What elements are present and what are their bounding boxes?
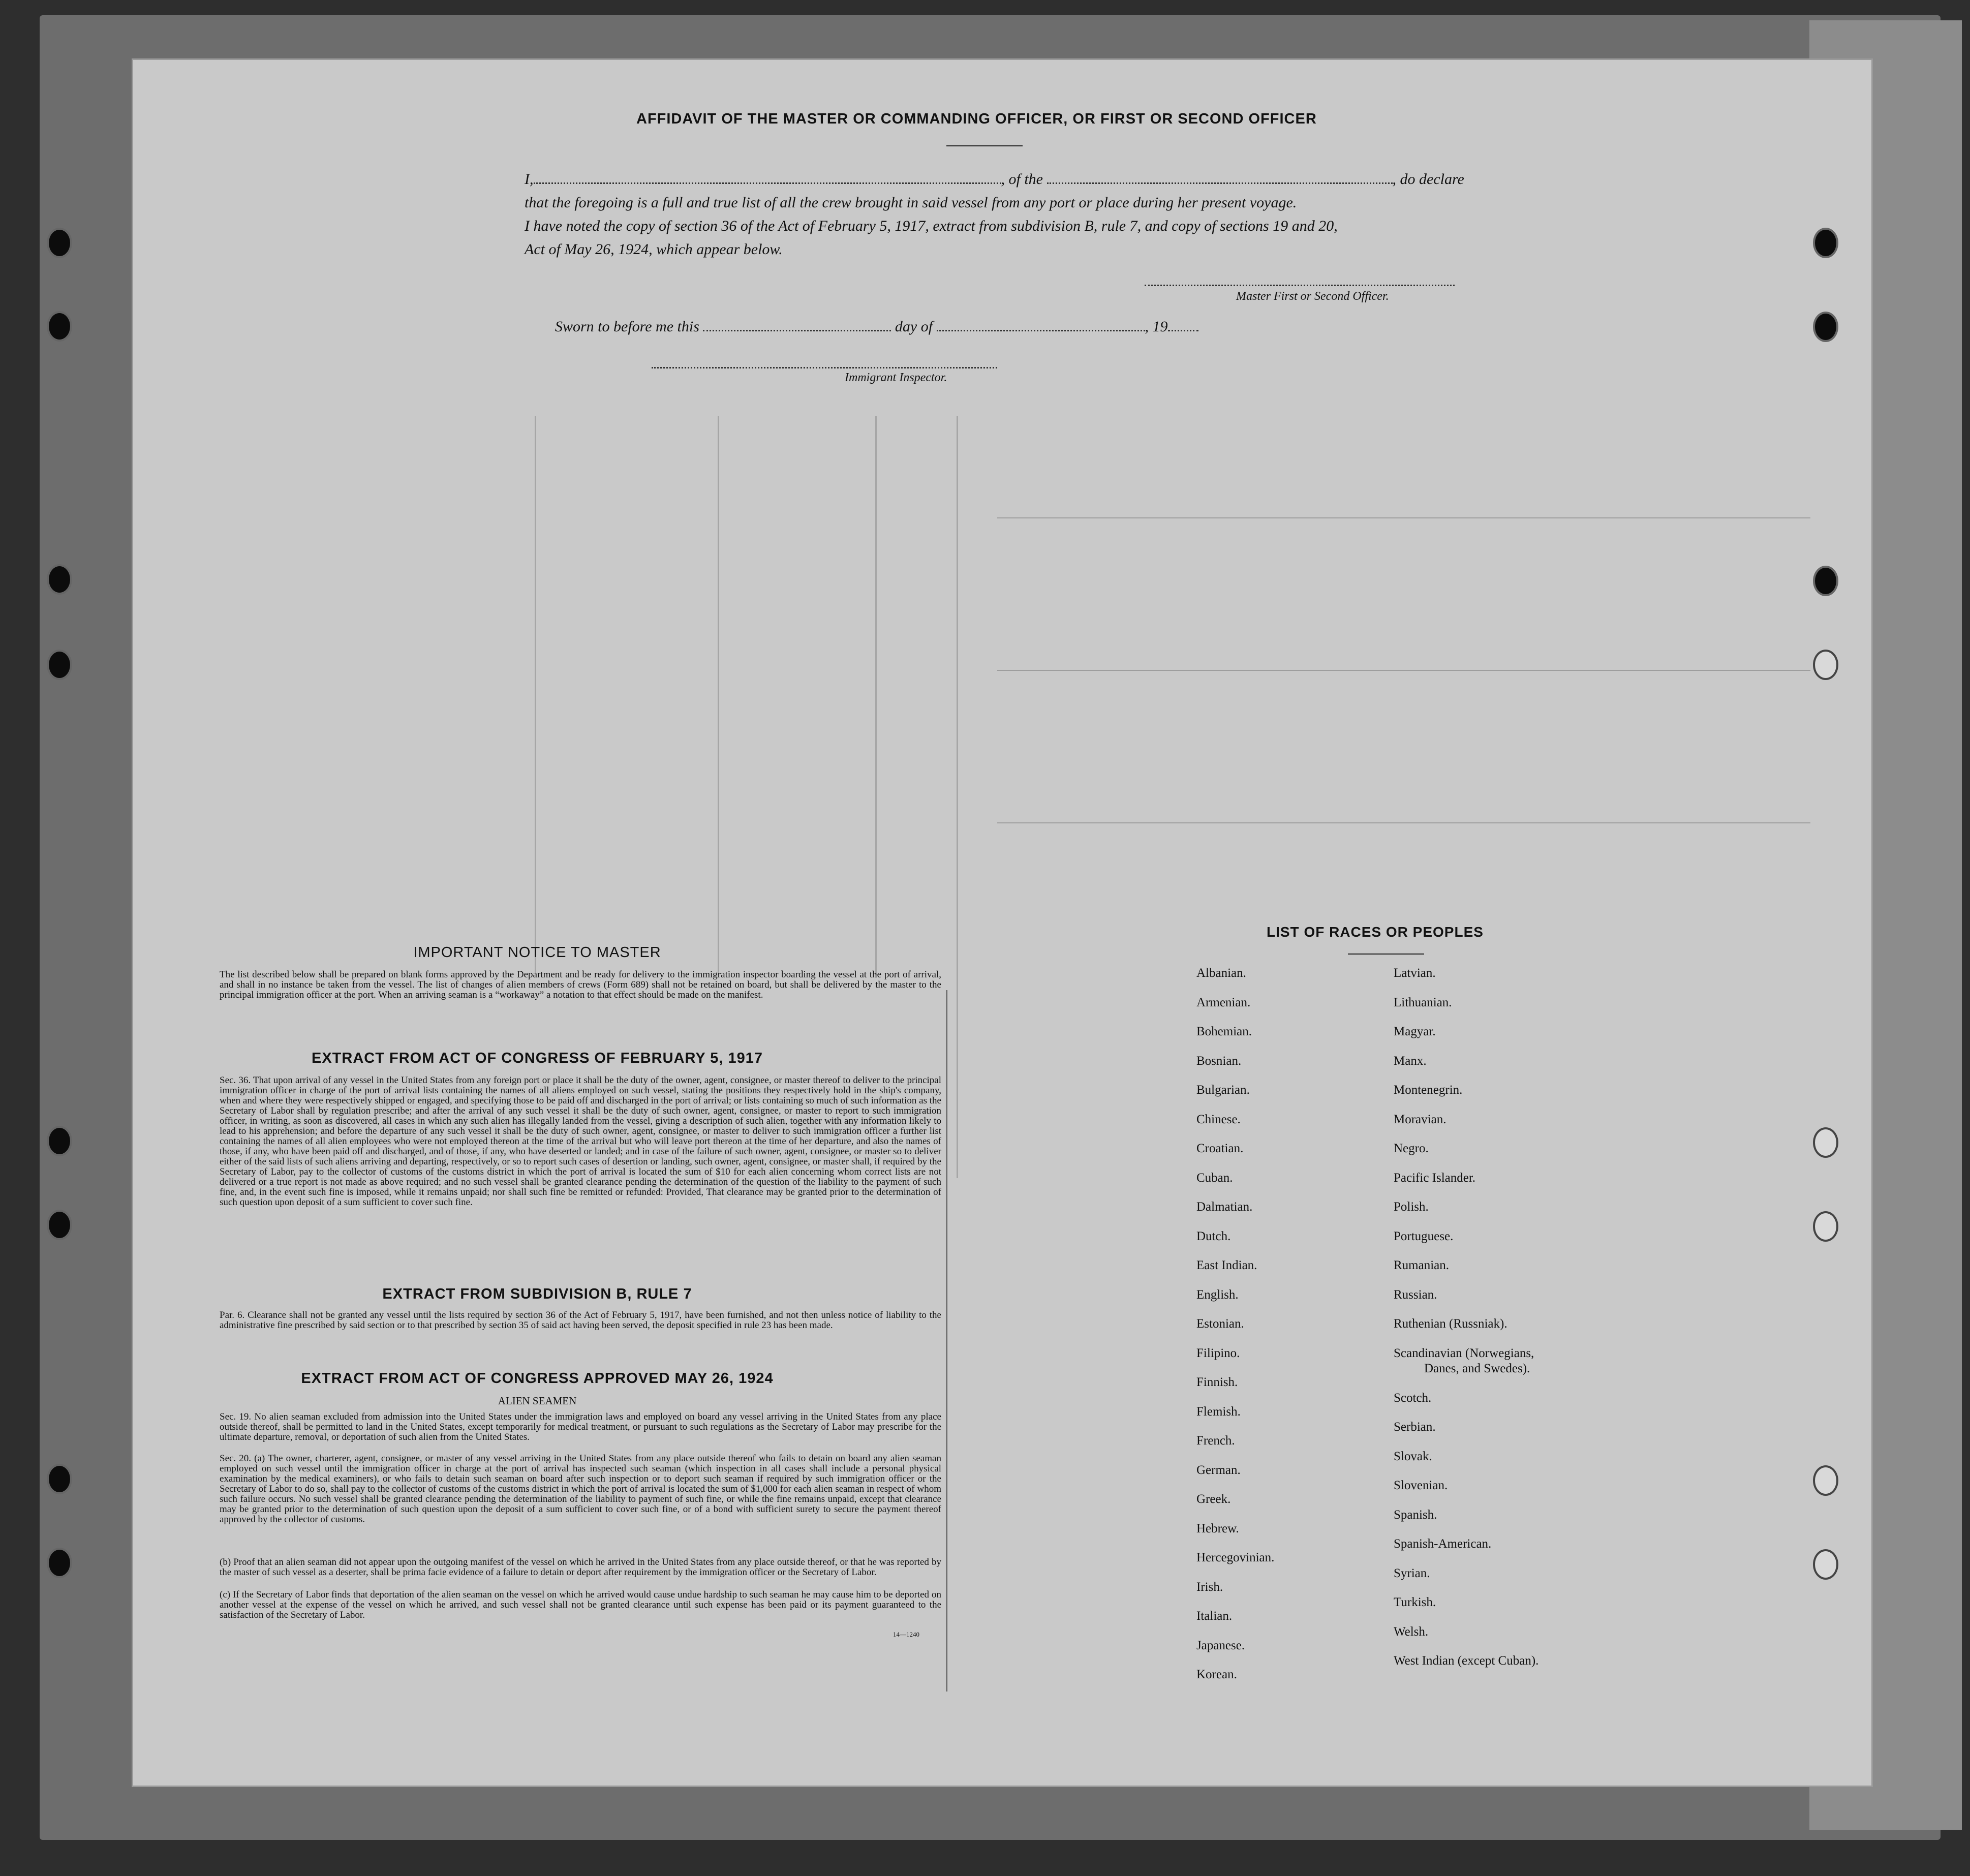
manifest-page bbox=[133, 60, 1871, 1786]
race-item: Syrian. bbox=[1394, 1566, 1430, 1580]
race-item: Armenian. bbox=[1196, 995, 1251, 1009]
punch-hole-icon bbox=[47, 1210, 72, 1240]
race-item: Serbian. bbox=[1394, 1420, 1436, 1434]
extract-1924-subtitle: ALIEN SEAMEN bbox=[498, 1395, 577, 1407]
race-item: Dutch. bbox=[1196, 1229, 1231, 1243]
punch-hole-icon bbox=[1813, 1465, 1838, 1496]
race-item: Negro. bbox=[1394, 1142, 1429, 1155]
race-item: West Indian (except Cuban). bbox=[1394, 1654, 1539, 1668]
race-item: Estonian. bbox=[1196, 1317, 1244, 1331]
subdivision-body: Par. 6. Clearance shall not be granted any vessel until the lists required by section 36 of the Act of February 5, 1917, have been furnished, and not then unless notice of liability to the administrative fine prescribed by said section or to that prescribed by section 35 of said act having been served, the deposit specified in rule 23 has been made. bbox=[220, 1310, 941, 1331]
race-item: Danes, and Swedes). bbox=[1424, 1361, 1530, 1375]
form-number: 14—1240 bbox=[893, 1631, 919, 1638]
affidavit-i: I, bbox=[525, 171, 534, 188]
subdivision-title: EXTRACT FROM SUBDIVISION B, RULE 7 bbox=[382, 1286, 692, 1302]
race-item: Magyar. bbox=[1394, 1025, 1436, 1038]
race-item: Dalmatian. bbox=[1196, 1200, 1253, 1214]
extract-1924-sec20c: (c) If the Secretary of Labor finds that deportation of the alien seaman on the vessel on which he arrived would cause undue hardship to such seaman he may cause him to be deported on another vessel at the expense of the vessel on which he arrived, and such vessel shall not be granted clearance until such expense has been paid or its payment guaranteed to the satisfaction of the Secretary of Labor. bbox=[220, 1589, 941, 1620]
race-item: Bulgarian. bbox=[1196, 1083, 1250, 1097]
races-title: LIST OF RACES OR PEOPLES bbox=[1267, 924, 1484, 940]
master-signature-label: Master First or Second Officer. bbox=[1236, 290, 1389, 303]
affidavit-line-1 bbox=[525, 171, 1464, 188]
race-item: Chinese. bbox=[1196, 1112, 1241, 1126]
race-item: Welsh. bbox=[1394, 1624, 1429, 1639]
punch-hole-icon bbox=[47, 1126, 72, 1156]
race-item: Finnish. bbox=[1196, 1375, 1238, 1389]
race-item: Slovak. bbox=[1394, 1449, 1432, 1463]
race-item: Korean. bbox=[1196, 1668, 1237, 1681]
race-item: Scotch. bbox=[1394, 1391, 1432, 1405]
sworn-line bbox=[555, 318, 1198, 335]
punch-hole-icon bbox=[1813, 650, 1838, 680]
affidavit-do-declare: , do declare bbox=[1392, 171, 1464, 188]
sworn-year-field[interactable] bbox=[1168, 330, 1198, 331]
extract-1924-sec20b: (b) Proof that an alien seaman did not appear upon the outgoing manifest of the vessel on which he arrived in the United States from any place outside thereof, or that he was reported by the master of such vessel as a deserter, shall be prima facie evidence of a failure to detain or deport after requirement by the immigration officer or the Secretary of Labor. bbox=[220, 1557, 941, 1578]
sworn-day-field[interactable] bbox=[703, 330, 891, 331]
punch-hole-icon bbox=[47, 564, 72, 595]
affidavit-of-the: , of the bbox=[1001, 171, 1043, 188]
race-item: Bosnian. bbox=[1196, 1054, 1242, 1068]
punch-hole-icon bbox=[47, 228, 72, 258]
race-item: German. bbox=[1196, 1463, 1241, 1477]
race-item: Ruthenian (Russniak). bbox=[1394, 1317, 1507, 1331]
race-item: Portuguese. bbox=[1394, 1229, 1454, 1243]
race-item: Spanish. bbox=[1394, 1508, 1437, 1522]
year-prefix: , 19 bbox=[1145, 318, 1168, 335]
races-title-underline bbox=[1348, 954, 1424, 955]
column-divider bbox=[946, 990, 947, 1692]
punch-hole-icon bbox=[1813, 312, 1838, 342]
vessel-name-field[interactable] bbox=[1047, 182, 1393, 184]
race-item: East Indian. bbox=[1196, 1258, 1257, 1272]
inspector-signature-line[interactable] bbox=[652, 365, 997, 368]
race-item: Moravian. bbox=[1394, 1112, 1446, 1126]
race-item: Montenegrin. bbox=[1394, 1083, 1463, 1097]
bleed-through-line bbox=[957, 416, 958, 1178]
race-item: Greek. bbox=[1196, 1492, 1231, 1506]
punch-hole-icon bbox=[1813, 1127, 1838, 1158]
extract-1924-sec20a: Sec. 20. (a) The owner, charterer, agent, consignee, or master of any vessel arriving in the United States from any place outside thereof who fails to detain on board any alien seaman employed on such vessel until the immigration officer in charge at the port of arrival has inspected such seaman (which inspection in all cases shall include a personal physical examination by the medical examiners), or who fails to detain such seaman on board after such inspection or to deport such seaman if required by such immigration officer or the Secretary of Labor to do so, shall pay to the collector of customs of the customs district in which the port of arrival is located the sum of $1,000 for each alien seaman in respect of whom such failure occurs. No such vessel shall be granted clearance pending the determination of the liability to payment of such fine, or while the fine remains unpaid, except that clearance may be granted prior to the determination of such question upon the deposit of a sum sufficient to cover such fine, or of a bond with sufficient surety to secure the payment thereof approved by the collector of customs. bbox=[220, 1453, 941, 1525]
sworn-text: Sworn to before me this bbox=[555, 318, 699, 335]
title-underline bbox=[946, 145, 1023, 146]
master-signature-line[interactable] bbox=[1145, 283, 1455, 286]
race-item: Croatian. bbox=[1196, 1142, 1244, 1155]
affidavit-line-4: Act of May 26, 1924, which appear below. bbox=[525, 241, 783, 258]
race-item: English. bbox=[1196, 1287, 1239, 1302]
bleed-through-line bbox=[997, 822, 1810, 823]
extract-1917-body: Sec. 36. That upon arrival of any vessel in the United States from any foreign port or place it shall be the duty of the owner, agent, consignee, or master thereof to deliver to the principal immigration officer in charge of the port of arrival lists containing the names of all aliens employed on such vessel, stating the positions they respectively hold in the ship's company, when and where they were respectively shipped or engaged, and specifying those to be paid off and discharged in the port of arrival; or lists containing so much of such information as the Secretary of Labor shall by regulation prescribe; and after the arrival of any such vessel it shall be the duty of such owner, agent, consignee, or master to report to such immigration officer, in writing, as soon as discovered, all cases in which any such alien has illegally landed from the vessel, giving a description of such alien, together with any information likely to lead to his apprehension; and before the departure of any such vessel it shall be the duty of such owner, agent, consignee, or master to deliver to such immigration officer a further list containing the names of all alien employees who were not employed thereon at the time of the arrival but who will leave port thereon at the time of her departure, and also the names of those, if any, who have been paid off and discharged, and of those, if any, who have deserted or landed; and in case of the failure of such owner, agent, consignee, or master so to deliver either of the said lists of such aliens arriving and departing, respectively, or so to report such cases of desertion or landing, such owner, agent, consignee, or master shall, if required by the Secretary of Labor, pay to the collector of customs of the customs district in which the port of arrival is located the sum of $10 for each alien concerning whom correct lists are not delivered or a true report is not made as above required; and no such vessel shall be granted clearance pending the determination of the question of the liability to the payment of such fine, and, in the event such fine is imposed, while it remains unpaid; nor shall such fine be remitted or refunded: Provided, That clearance may be granted prior to the determination of such question upon deposit of a sum sufficient to cover such fine. bbox=[220, 1075, 941, 1208]
race-item: Turkish. bbox=[1394, 1595, 1436, 1609]
race-item: Japanese. bbox=[1196, 1638, 1245, 1652]
punch-hole-icon bbox=[1813, 1211, 1838, 1242]
sworn-month-field[interactable] bbox=[937, 330, 1145, 331]
bleed-through-line bbox=[875, 416, 877, 975]
affidavit-line-3: I have noted the copy of section 36 of the Act of February 5, 1917, extract from subdivision B, rule 7, and copy of sections 19 and 20, bbox=[525, 218, 1338, 234]
punch-hole-icon bbox=[1813, 228, 1838, 258]
extract-1924-title: EXTRACT FROM ACT OF CONGRESS APPROVED MAY 26, 1924 bbox=[301, 1370, 774, 1387]
punch-hole-icon bbox=[47, 1464, 72, 1494]
punch-hole-icon bbox=[1813, 1549, 1838, 1580]
race-item: Filipino. bbox=[1196, 1346, 1240, 1360]
race-item: Manx. bbox=[1394, 1054, 1427, 1068]
race-item: Albanian. bbox=[1196, 966, 1246, 980]
affidavit-title: AFFIDAVIT OF THE MASTER OR COMMANDING OFFICER, OR FIRST OR SECOND OFFICER bbox=[636, 111, 1317, 127]
race-item: Flemish. bbox=[1196, 1404, 1241, 1419]
race-item: Irish. bbox=[1196, 1580, 1223, 1594]
race-item: Lithuanian. bbox=[1394, 995, 1452, 1009]
master-name-field[interactable] bbox=[534, 182, 1001, 184]
extract-1917-title: EXTRACT FROM ACT OF CONGRESS OF FEBRUARY 5, 1917 bbox=[311, 1050, 763, 1066]
race-item: Hercegovinian. bbox=[1196, 1551, 1275, 1564]
race-item: French. bbox=[1196, 1434, 1235, 1448]
race-item: Latvian. bbox=[1394, 966, 1436, 980]
race-item: Polish. bbox=[1394, 1200, 1429, 1214]
race-item: Italian. bbox=[1196, 1609, 1233, 1623]
race-item: Cuban. bbox=[1196, 1171, 1233, 1185]
notice-body: The list described below shall be prepared on blank forms approved by the Department and be ready for delivery to the immigration inspector boarding the vessel at the port of arrival, and shall in no instance be taken from the vessel. The list of changes of alien members of crews (Form 689) shall not be retained on board, but shall be delivered by the master to the principal immigration officer at the port. When an arriving seaman is a “workaway” a notation to that effect should be made on the manifest. bbox=[220, 969, 941, 1000]
inspector-signature-label: Immigrant Inspector. bbox=[845, 371, 947, 384]
bleed-through-line bbox=[535, 416, 536, 975]
race-item: Pacific Islander. bbox=[1394, 1171, 1476, 1185]
notice-title: IMPORTANT NOTICE TO MASTER bbox=[413, 944, 661, 961]
punch-hole-icon bbox=[47, 311, 72, 342]
punch-hole-icon bbox=[47, 650, 72, 680]
race-item: Rumanian. bbox=[1394, 1258, 1450, 1272]
race-item: Bohemian. bbox=[1196, 1025, 1252, 1038]
race-item: Russian. bbox=[1394, 1287, 1437, 1302]
punch-hole-icon bbox=[47, 1548, 72, 1578]
bleed-through-line bbox=[997, 670, 1810, 671]
punch-hole-icon bbox=[1813, 566, 1838, 596]
race-item: Scandinavian (Norwegians, bbox=[1394, 1346, 1534, 1360]
race-item: Spanish-American. bbox=[1394, 1537, 1492, 1551]
races-right-column bbox=[1394, 959, 1538, 1676]
bleed-through-line bbox=[997, 517, 1810, 518]
affidavit-line-2: that the foregoing is a full and true list of all the crew brought in said vessel from any port or place during her present voyage. bbox=[525, 194, 1297, 211]
day-of-text: day of bbox=[895, 318, 933, 335]
extract-1924-sec19: Sec. 19. No alien seaman excluded from admission into the United States under the immigration laws and employed on board any vessel arriving in the United States from any place outside thereof, shall be permitted to land in the United States, except temporarily for medical treatment, or pursuant to such regulations as the Secretary of Labor may prescribe for the ultimate departure, removal, or deportation of such alien from the United States. bbox=[220, 1411, 941, 1442]
races-left-column bbox=[1196, 959, 1274, 1689]
bleed-through-line bbox=[718, 416, 719, 975]
race-item: Hebrew. bbox=[1196, 1521, 1239, 1535]
race-item: Slovenian. bbox=[1394, 1479, 1448, 1492]
